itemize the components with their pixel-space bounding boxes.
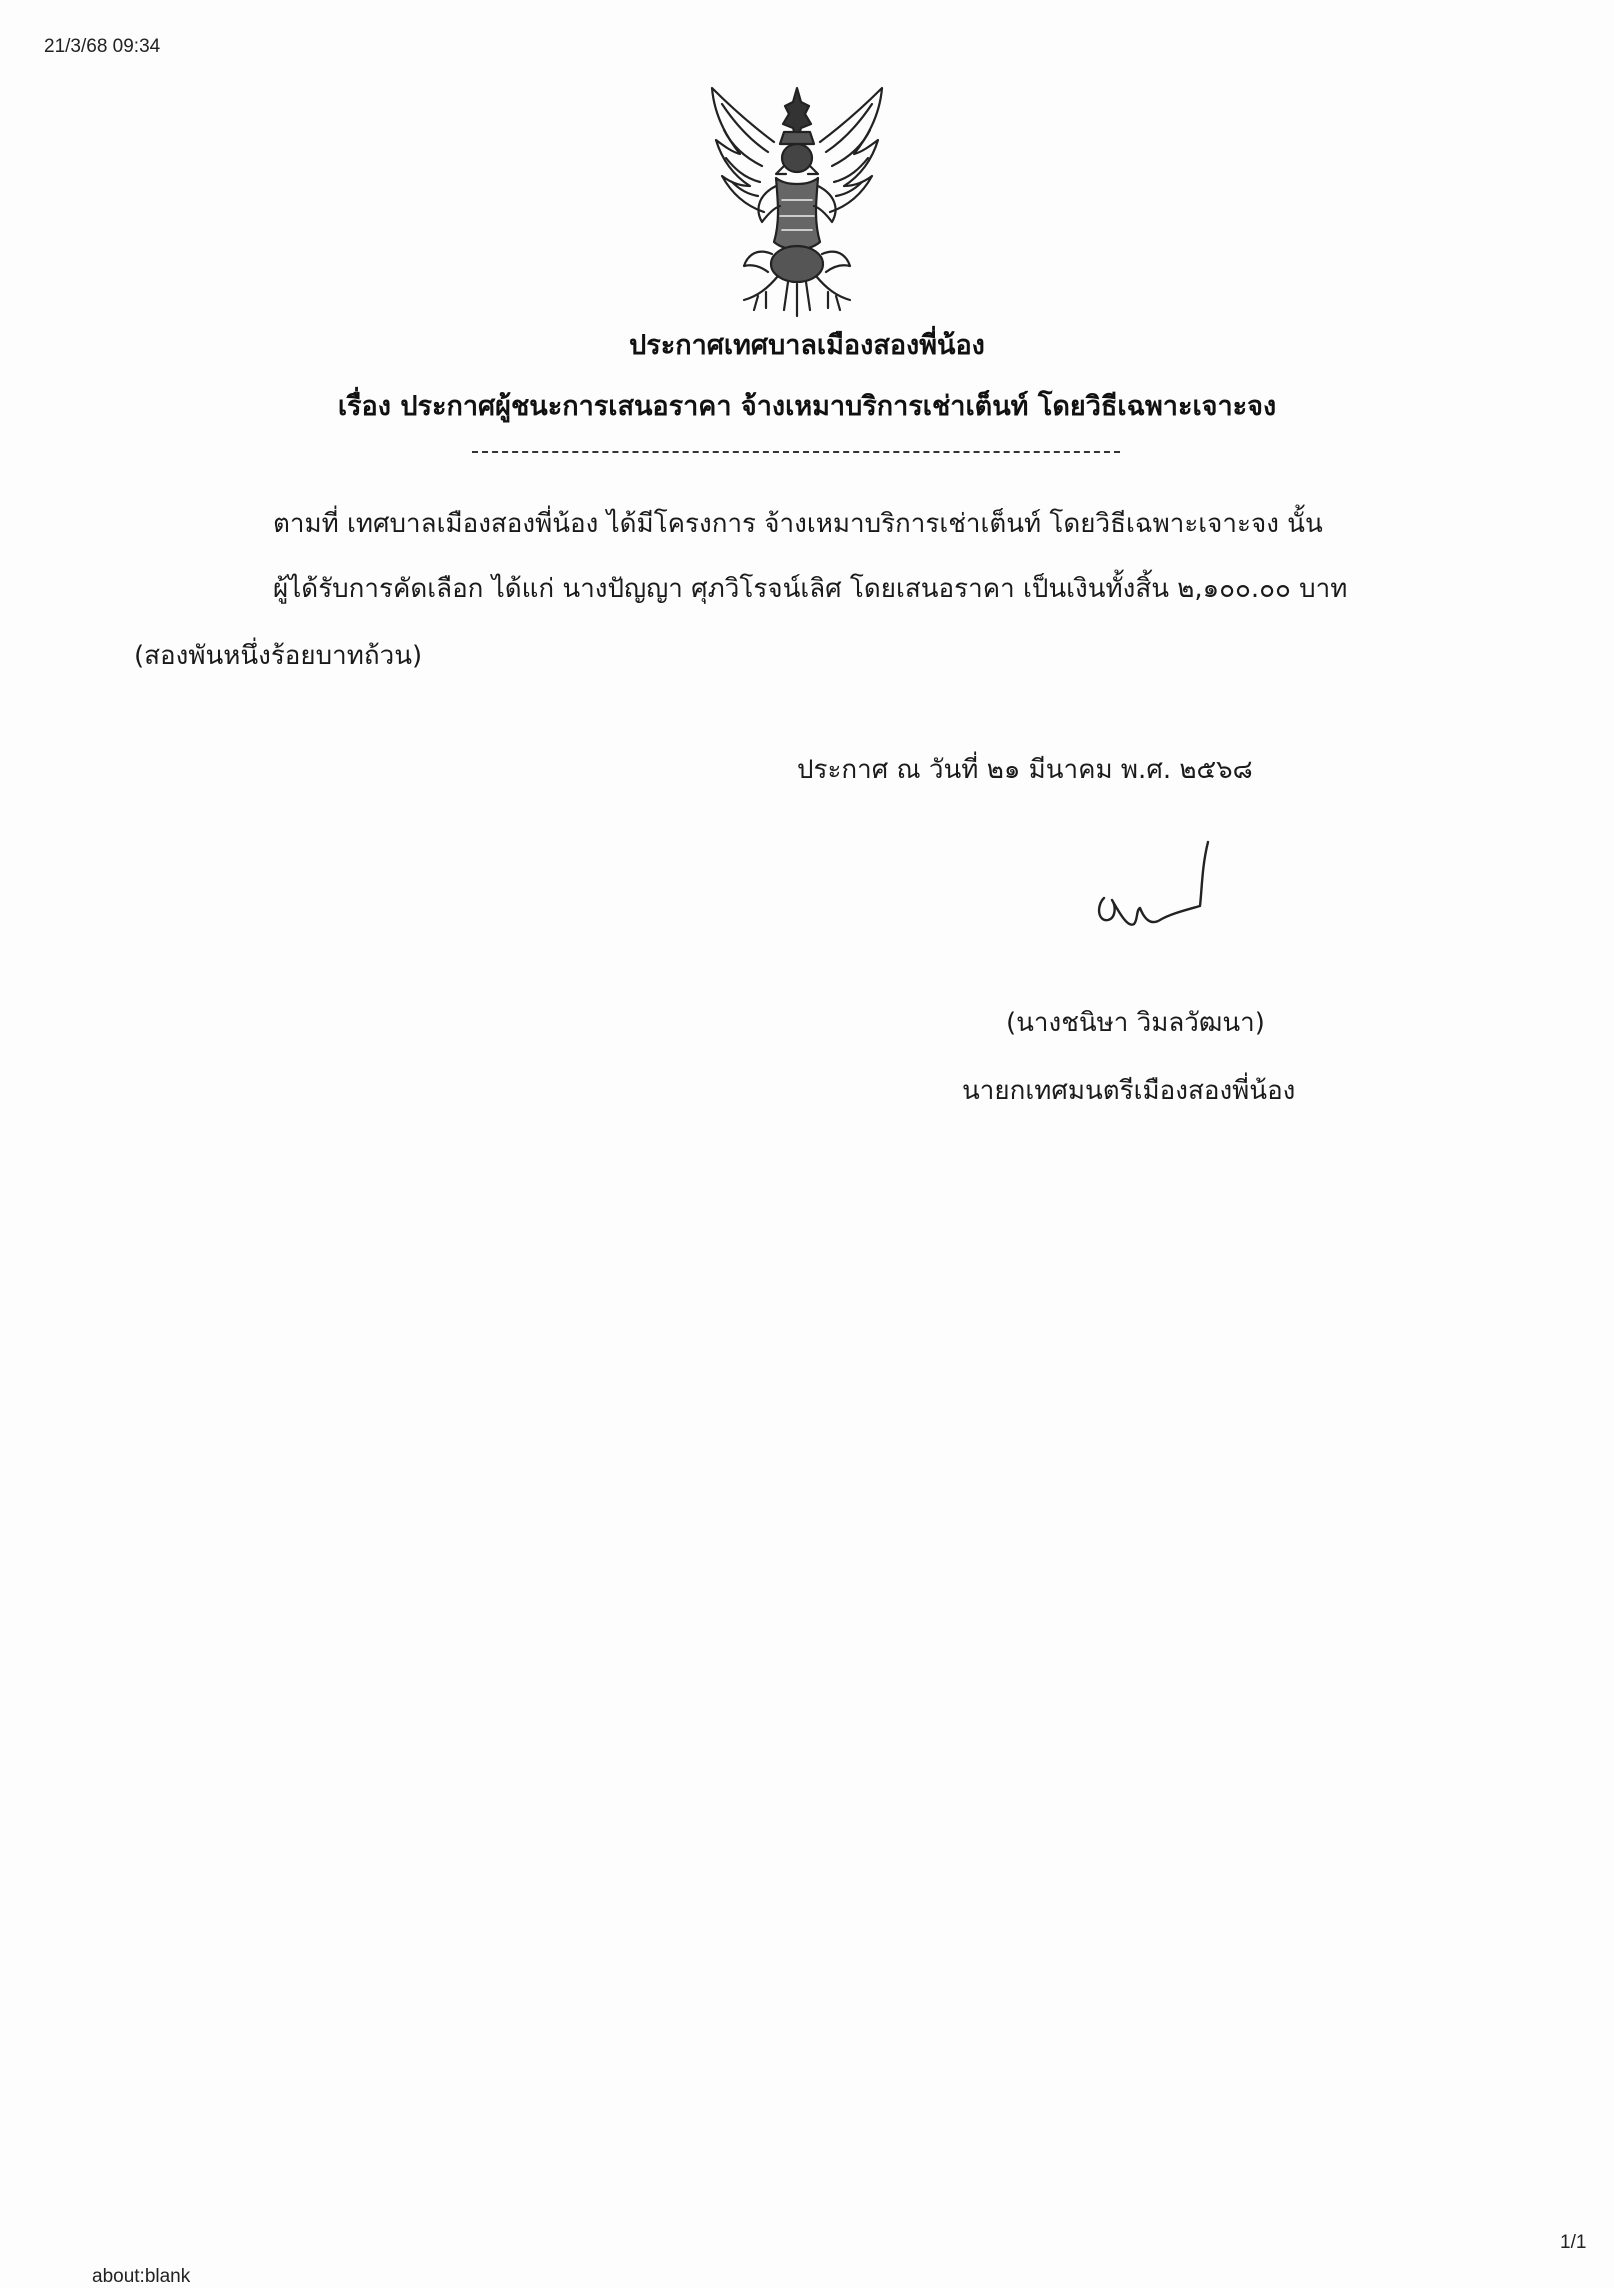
announcement-date: ประกาศ ณ วันที่ ๒๑ มีนาคม พ.ศ. ๒๕๖๘ bbox=[797, 755, 1253, 785]
title-separator bbox=[472, 451, 1120, 453]
announcement-title: ประกาศเทศบาลเมืองสองพี่น้อง bbox=[629, 330, 985, 361]
signer-name: (นางชนิษา วิมลวัฒนา) bbox=[1006, 1008, 1265, 1038]
garuda-emblem-icon bbox=[688, 82, 906, 320]
announcement-subject: เรื่อง ประกาศผู้ชนะการเสนอราคา จ้างเหมาบริการเช่าเต็นท์ โดยวิธีเฉพาะเจาะจง bbox=[337, 391, 1277, 422]
paragraph-line-1: ตามที่ เทศบาลเมืองสองพี่น้อง ได้มีโครงการ จ้างเหมาบริการเช่าเต็นท์ โดยวิธีเฉพาะเจาะจง นั้น bbox=[273, 509, 1323, 539]
print-url: about:blank bbox=[92, 2266, 191, 2287]
signature-icon bbox=[1090, 836, 1220, 946]
print-timestamp: 21/3/68 09:34 bbox=[44, 36, 161, 57]
amount-in-words: (สองพันหนึ่งร้อยบาทถ้วน) bbox=[134, 641, 423, 671]
signer-position: นายกเทศมนตรีเมืองสองพี่น้อง bbox=[962, 1076, 1296, 1106]
paragraph-line-2: ผู้ได้รับการคัดเลือก ได้แก่ นางปัญญา ศุภวิโรจน์เลิศ โดยเสนอราคา เป็นเงินทั้งสิ้น ๒,๑๐๐.๐๐ บาท bbox=[273, 574, 1348, 604]
page-count: 1/1 bbox=[1560, 2232, 1587, 2253]
